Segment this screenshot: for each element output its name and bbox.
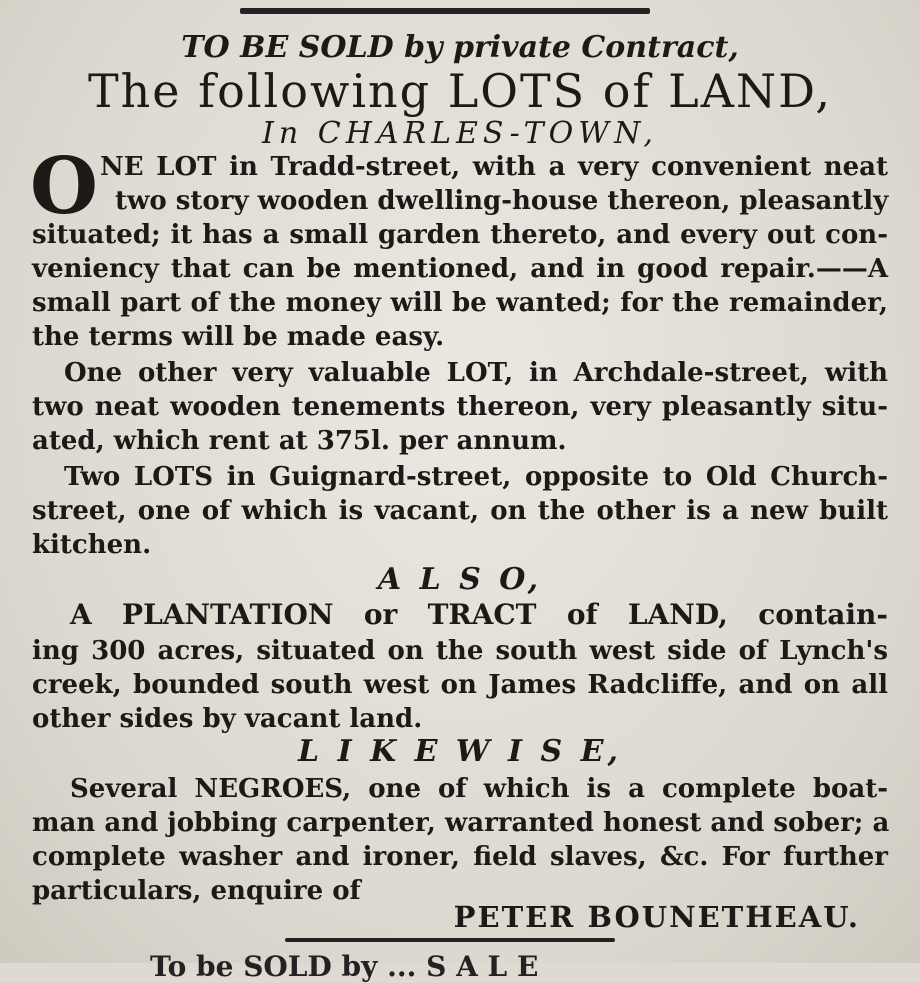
also-line: other sides by vacant land.: [32, 704, 423, 734]
ad-title-line2: The following LOTS of LAND,: [87, 64, 833, 118]
lot1-line: the terms will be made easy.: [32, 322, 445, 352]
ad-title-line3: In CHARLES-TOWN,: [262, 116, 658, 151]
lot3-line: street, one of which is vacant, on the other is a new built: [32, 496, 888, 526]
also-line: ing 300 acres, situated on the south west side of Lynch's: [32, 636, 888, 666]
likewise-line: complete washer and ironer, field slaves, &c. For further: [32, 842, 888, 872]
bottom-rule: [285, 938, 615, 942]
signature: PETER BOUNETHEAU.: [453, 900, 860, 934]
lot1-line: two story wooden dwelling-house thereon, pleasantly: [115, 186, 889, 216]
likewise-heading: L I K E W I S E,: [298, 734, 622, 769]
next-ad-fragment: To be SOLD by ... S A L E: [150, 950, 539, 983]
lot2-line: two neat wooden tenements thereon, very pleasantly situ-: [32, 392, 888, 422]
lot2-line: ated, which rent at 375l. per annum.: [32, 426, 567, 456]
lot3-line: kitchen.: [32, 530, 152, 560]
likewise-line: man and jobbing carpenter, warranted honest and sober; a: [32, 808, 890, 838]
lot1-line: NE LOT in Tradd-street, with a very convenient neat: [100, 152, 888, 182]
likewise-line: Several NEGROES, one of which is a complete boat-: [70, 774, 888, 804]
lot3-line: Two LOTS in Guignard-street, opposite to Old Church-: [64, 462, 888, 492]
drop-cap: O: [30, 141, 98, 232]
lot2-line: One other very valuable LOT, in Archdale-street, with: [64, 358, 888, 388]
ad-title-line1: TO BE SOLD by private Contract,: [181, 30, 739, 65]
lot1-line: small part of the money will be wanted; for the remainder,: [32, 288, 888, 318]
likewise-line: particulars, enquire of: [32, 876, 361, 906]
also-line: creek, bounded south west on James Radcliffe, and on all: [32, 670, 888, 700]
top-rule: [240, 8, 650, 14]
lot1-line: veniency that can be mentioned, and in good repair.——A: [32, 254, 888, 284]
also-line: A PLANTATION or TRACT of LAND, contain-: [70, 598, 888, 631]
lot1-line: situated; it has a small garden thereto, and every out con-: [32, 220, 888, 250]
also-heading: A L S O,: [377, 562, 543, 597]
